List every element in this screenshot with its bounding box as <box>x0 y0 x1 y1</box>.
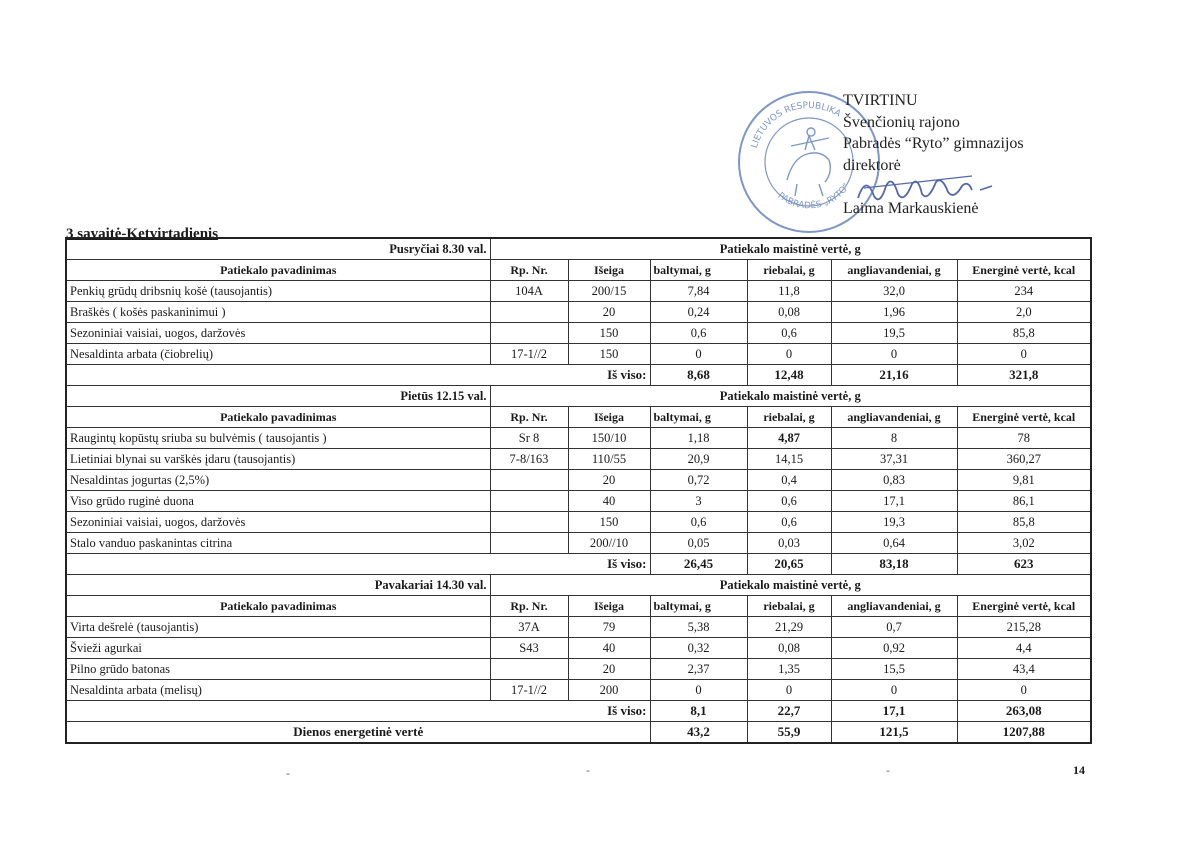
dish-energy: 0 <box>957 680 1091 701</box>
total-label: Iš viso: <box>66 554 650 575</box>
dish-yield: 79 <box>568 617 650 638</box>
dish-name: Viso grūdo ruginė duona <box>66 491 490 512</box>
table-row <box>66 491 1091 512</box>
dish-energy: 3,02 <box>957 533 1091 554</box>
dish-rp <box>490 470 568 491</box>
col-header-rp: Rp. Nr. <box>490 596 568 617</box>
dish-carbs: 0,64 <box>831 533 957 554</box>
dish-fat: 11,8 <box>747 281 831 302</box>
dish-protein: 0,32 <box>650 638 747 659</box>
col-header-carbs: angliavandeniai, g <box>831 596 957 617</box>
meal-title-row <box>66 238 1091 260</box>
dish-rp: 104A <box>490 281 568 302</box>
total-fat: 22,7 <box>747 701 831 722</box>
dish-energy: 78 <box>957 428 1091 449</box>
dish-carbs: 8 <box>831 428 957 449</box>
dish-rp <box>490 323 568 344</box>
column-header-row <box>66 260 1091 281</box>
dish-fat: 21,29 <box>747 617 831 638</box>
dish-rp <box>490 491 568 512</box>
column-header-row <box>66 407 1091 428</box>
dish-name: Švieži agurkai <box>66 638 490 659</box>
dish-protein: 0 <box>650 680 747 701</box>
meal-title: Pusryčiai 8.30 val. <box>66 238 490 260</box>
dish-energy: 360,27 <box>957 449 1091 470</box>
dish-carbs: 15,5 <box>831 659 957 680</box>
scan-mark: - <box>586 763 590 777</box>
column-header-row <box>66 596 1091 617</box>
dish-fat: 0,08 <box>747 302 831 323</box>
dish-rp <box>490 512 568 533</box>
dish-rp <box>490 302 568 323</box>
dish-name: Nesaldintas jogurtas (2,5%) <box>66 470 490 491</box>
total-protein: 26,45 <box>650 554 747 575</box>
table-row <box>66 680 1091 701</box>
dish-name: Sezoniniai vaisiai, uogos, daržovės <box>66 512 490 533</box>
menu-table <box>65 237 1092 744</box>
dish-yield: 150 <box>568 344 650 365</box>
dish-carbs: 19,3 <box>831 512 957 533</box>
meal-title-row <box>66 386 1091 407</box>
dish-energy: 9,81 <box>957 470 1091 491</box>
table-row <box>66 449 1091 470</box>
dish-energy: 2,0 <box>957 302 1091 323</box>
dish-rp: S43 <box>490 638 568 659</box>
stamp-top-text: LIETUVOS RESPUBLIKA <box>749 100 843 150</box>
dish-protein: 0,72 <box>650 470 747 491</box>
dish-yield: 20 <box>568 470 650 491</box>
col-header-rp: Rp. Nr. <box>490 260 568 281</box>
dish-carbs: 0 <box>831 344 957 365</box>
total-carbs: 17,1 <box>831 701 957 722</box>
dish-rp: Sr 8 <box>490 428 568 449</box>
week-title: 3 savaitė-Ketvirtadienis <box>66 226 219 242</box>
total-protein: 8,1 <box>650 701 747 722</box>
dish-protein: 2,37 <box>650 659 747 680</box>
dish-protein: 0,6 <box>650 323 747 344</box>
col-header-carbs: angliavandeniai, g <box>831 260 957 281</box>
meal-total-row <box>66 365 1091 386</box>
dish-energy: 215,28 <box>957 617 1091 638</box>
approval-district: Švenčionių rajono <box>843 113 960 131</box>
dish-carbs: 0,92 <box>831 638 957 659</box>
dish-carbs: 17,1 <box>831 491 957 512</box>
dish-name: Lietiniai blynai su varškės įdaru (tausojantis) <box>66 449 490 470</box>
table-row <box>66 302 1091 323</box>
dish-name: Sezoniniai vaisiai, uogos, daržovės <box>66 323 490 344</box>
total-protein: 8,68 <box>650 365 747 386</box>
dish-fat: 0,6 <box>747 323 831 344</box>
total-fat: 12,48 <box>747 365 831 386</box>
dish-protein: 0 <box>650 344 747 365</box>
dish-carbs: 19,5 <box>831 323 957 344</box>
meal-total-row <box>66 554 1091 575</box>
dish-energy: 86,1 <box>957 491 1091 512</box>
approval-position: direktorė <box>843 156 901 174</box>
dish-yield: 200//10 <box>568 533 650 554</box>
dish-name: Nesaldinta arbata (melisų) <box>66 680 490 701</box>
dish-fat: 0,08 <box>747 638 831 659</box>
table-row <box>66 428 1091 449</box>
nutrition-group-header: Patiekalo maistinė vertė, g <box>490 238 1091 260</box>
dish-protein: 3 <box>650 491 747 512</box>
dish-protein: 20,9 <box>650 449 747 470</box>
daily-total-row <box>66 722 1091 744</box>
dish-name: Nesaldinta arbata (čiobrelių) <box>66 344 490 365</box>
dish-protein: 0,6 <box>650 512 747 533</box>
dish-yield: 110/55 <box>568 449 650 470</box>
total-energy: 321,8 <box>957 365 1091 386</box>
dish-fat: 0,03 <box>747 533 831 554</box>
dish-name: Braškės ( košės paskaninimui ) <box>66 302 490 323</box>
dish-energy: 43,4 <box>957 659 1091 680</box>
col-header-energy: Energinė vertė, kcal <box>957 596 1091 617</box>
dish-yield: 40 <box>568 638 650 659</box>
col-header-name: Patiekalo pavadinimas <box>66 260 490 281</box>
daily-fat: 55,9 <box>747 722 831 744</box>
total-energy: 263,08 <box>957 701 1091 722</box>
approval-school: Pabradės “Ryto” gimnazijos <box>843 135 1024 152</box>
dish-fat: 14,15 <box>747 449 831 470</box>
daily-label: Dienos energetinė vertė <box>66 722 650 744</box>
dish-protein: 7,84 <box>650 281 747 302</box>
dish-name: Penkių grūdų dribsnių košė (tausojantis) <box>66 281 490 302</box>
nutrition-group-header: Patiekalo maistinė vertė, g <box>490 386 1091 407</box>
total-label: Iš viso: <box>66 701 650 722</box>
table-row <box>66 323 1091 344</box>
dish-yield: 20 <box>568 302 650 323</box>
dish-name: Pilno grūdo batonas <box>66 659 490 680</box>
approval-director-name: Laima Markauskienė <box>843 200 979 217</box>
dish-rp: 7-8/163 <box>490 449 568 470</box>
stamp-bottom-text: PABRADĖS „RYTO“ <box>775 181 853 212</box>
daily-carbs: 121,5 <box>831 722 957 744</box>
col-header-yield: Išeiga <box>568 260 650 281</box>
dish-energy: 85,8 <box>957 323 1091 344</box>
dish-yield: 20 <box>568 659 650 680</box>
dish-energy: 4,4 <box>957 638 1091 659</box>
col-header-fat: riebalai, g <box>747 596 831 617</box>
col-header-energy: Energinė vertė, kcal <box>957 260 1091 281</box>
table-row <box>66 512 1091 533</box>
meal-total-row <box>66 701 1091 722</box>
meal-title: Pavakariai 14.30 val. <box>66 575 490 596</box>
dish-protein: 1,18 <box>650 428 747 449</box>
col-header-energy: Energinė vertė, kcal <box>957 407 1091 428</box>
table-row <box>66 659 1091 680</box>
total-carbs: 21,16 <box>831 365 957 386</box>
col-header-carbs: angliavandeniai, g <box>831 407 957 428</box>
dish-protein: 0,24 <box>650 302 747 323</box>
dish-fat: 0 <box>747 680 831 701</box>
dish-rp: 37A <box>490 617 568 638</box>
dish-rp: 17-1//2 <box>490 344 568 365</box>
meal-title: Pietūs 12.15 val. <box>66 386 490 407</box>
dish-fat: 0 <box>747 344 831 365</box>
table-row <box>66 281 1091 302</box>
dish-fat: 0,4 <box>747 470 831 491</box>
dish-fat: 1,35 <box>747 659 831 680</box>
col-header-fat: riebalai, g <box>747 260 831 281</box>
dish-carbs: 1,96 <box>831 302 957 323</box>
dish-carbs: 32,0 <box>831 281 957 302</box>
nutrition-group-header: Patiekalo maistinė vertė, g <box>490 575 1091 596</box>
signature <box>852 168 1002 210</box>
dish-carbs: 0 <box>831 680 957 701</box>
table-row <box>66 533 1091 554</box>
dish-yield: 150/10 <box>568 428 650 449</box>
col-header-rp: Rp. Nr. <box>490 407 568 428</box>
col-header-protein: baltymai, g <box>650 407 747 428</box>
col-header-yield: Išeiga <box>568 407 650 428</box>
total-fat: 20,65 <box>747 554 831 575</box>
col-header-name: Patiekalo pavadinimas <box>66 596 490 617</box>
col-header-yield: Išeiga <box>568 596 650 617</box>
total-carbs: 83,18 <box>831 554 957 575</box>
meal-title-row <box>66 575 1091 596</box>
col-header-protein: baltymai, g <box>650 260 747 281</box>
dish-fat: 0,6 <box>747 491 831 512</box>
dish-protein: 5,38 <box>650 617 747 638</box>
dish-rp <box>490 659 568 680</box>
dish-energy: 85,8 <box>957 512 1091 533</box>
approval-title: TVIRTINU <box>843 92 918 109</box>
dish-yield: 40 <box>568 491 650 512</box>
col-header-protein: baltymai, g <box>650 596 747 617</box>
dish-yield: 150 <box>568 323 650 344</box>
dish-yield: 200 <box>568 680 650 701</box>
dish-carbs: 0,83 <box>831 470 957 491</box>
col-header-fat: riebalai, g <box>747 407 831 428</box>
total-label: Iš viso: <box>66 365 650 386</box>
dish-carbs: 37,31 <box>831 449 957 470</box>
total-energy: 623 <box>957 554 1091 575</box>
dish-energy: 234 <box>957 281 1091 302</box>
table-row <box>66 617 1091 638</box>
scan-mark: - <box>886 763 890 777</box>
daily-energy: 1207,88 <box>957 722 1091 744</box>
dish-yield: 150 <box>568 512 650 533</box>
dish-name: Raugintų kopūstų sriuba su bulvėmis ( tausojantis ) <box>66 428 490 449</box>
dish-protein: 0,05 <box>650 533 747 554</box>
col-header-name: Patiekalo pavadinimas <box>66 407 490 428</box>
dish-rp <box>490 533 568 554</box>
dish-name: Virta dešrelė (tausojantis) <box>66 617 490 638</box>
dish-yield: 200/15 <box>568 281 650 302</box>
dish-rp: 17-1//2 <box>490 680 568 701</box>
dish-name: Stalo vanduo paskanintas citrina <box>66 533 490 554</box>
dish-fat: 0,6 <box>747 512 831 533</box>
table-row <box>66 344 1091 365</box>
daily-protein: 43,2 <box>650 722 747 744</box>
vytis-emblem-icon <box>787 128 830 196</box>
dish-fat: 4,87 <box>747 428 831 449</box>
table-row <box>66 638 1091 659</box>
page-number: 14 <box>1073 763 1085 777</box>
dish-energy: 0 <box>957 344 1091 365</box>
dish-carbs: 0,7 <box>831 617 957 638</box>
table-row <box>66 470 1091 491</box>
scan-mark: - <box>286 766 290 780</box>
